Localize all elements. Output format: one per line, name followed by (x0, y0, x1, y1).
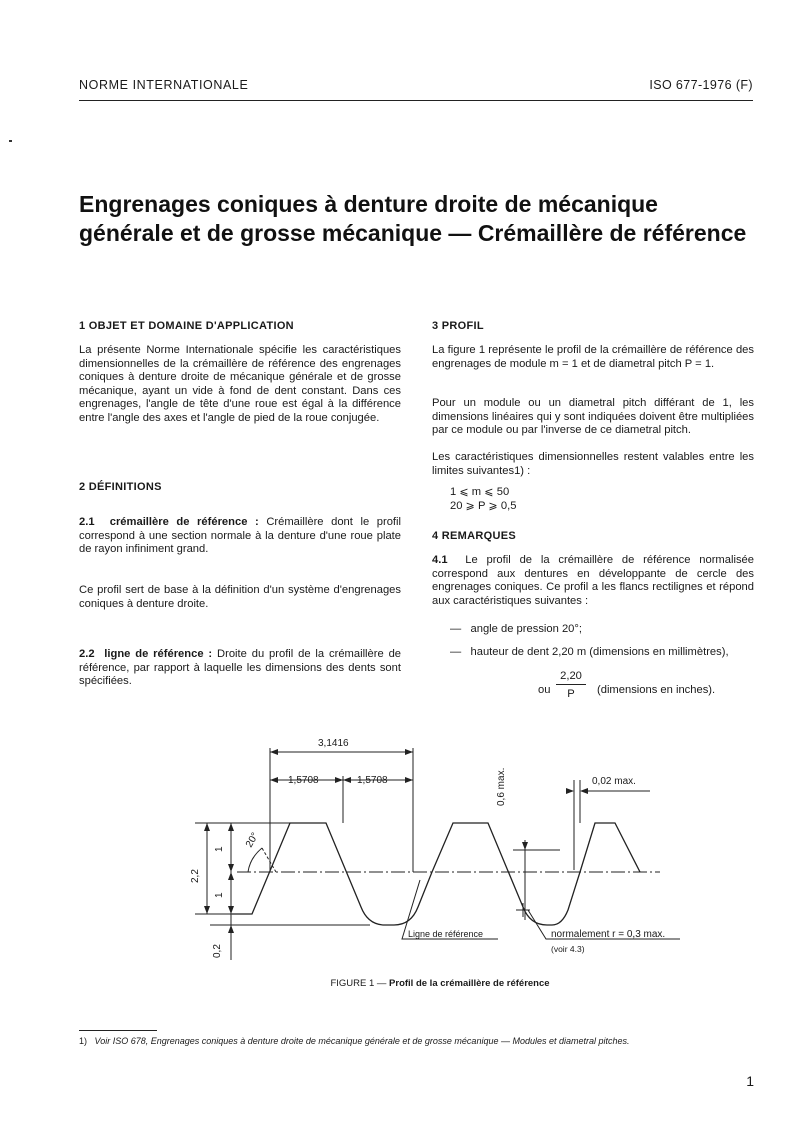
inches-note: (dimensions en inches). (597, 684, 716, 696)
arrow (228, 906, 234, 914)
arrow (270, 749, 278, 755)
footnote (79, 1036, 630, 1046)
label-voir: (voir 4.3) (551, 944, 585, 954)
definition-2-1-text: Crémaillère dont le profil correspond à une section normale à la denture d'une roue plate de rayon infiniment grand. (79, 516, 402, 555)
pressure-angle-arc (248, 848, 262, 872)
arrow (228, 864, 234, 872)
label-0-02-max: 0,02 max. (592, 776, 636, 787)
arrow (580, 788, 588, 794)
page-number: 1 (746, 1073, 754, 1089)
figure-caption-title: Profil de la crémaillère de référence (389, 978, 550, 989)
remark-item-1-text: angle de pression 20°; (470, 623, 582, 635)
limit-module: 1 ⩽ m ⩽ 50 (450, 486, 510, 498)
arrow (270, 777, 278, 783)
label-radius: normalement r = 0,3 max. (551, 929, 666, 940)
label-0-2: 0,2 (212, 944, 223, 958)
label-0-6-max: 0,6 max. (496, 767, 507, 806)
label-pitch: 3,1416 (318, 738, 349, 749)
definition-2-2-text: Droite du profil de la crémaillère de référence, par rapport à laquelle les dimensions des dents sont spécifiées. (79, 648, 402, 687)
definition-2-2-term: ligne de référence : (104, 648, 213, 660)
label-half-1: 1,5708 (288, 775, 319, 786)
title-line-1: Engrenages coniques à denture droite de mécanique (79, 191, 658, 217)
fraction-denominator: P (567, 688, 575, 700)
arrow (335, 777, 343, 783)
arrow (405, 749, 413, 755)
section-3-p1: La figure 1 représente le profil de la crémaillère de référence des engrenages de module m = 1 et de diametral pitch P = 1. (432, 344, 754, 370)
section-3-p2: Pour un module ou un diametral pitch différant de 1, les dimensions linéaires qui y sont indiquées doivent être multipliées par ce module ou par l'inverse de ce diametral pitch. (432, 397, 754, 436)
arrow (343, 777, 351, 783)
label-angle: 20° (244, 830, 262, 850)
remark-item-2-text: hauteur de dent 2,20 m (dimensions en millimètres), (470, 646, 729, 658)
arrow (566, 788, 574, 794)
arrow (204, 906, 210, 914)
section-2-heading: 2 DÉFINITIONS (79, 481, 162, 493)
label-2-2: 2,2 (190, 869, 201, 883)
arrow (228, 925, 234, 933)
label-half-2: 1,5708 (357, 775, 388, 786)
definition-2-1-number: 2.1 (79, 516, 95, 528)
limit-pitch: 20 ⩾ P ⩾ 0,5 (450, 500, 517, 512)
figure-caption (0, 978, 796, 989)
section-4-heading: 4 REMARQUES (432, 530, 516, 542)
arrow (228, 872, 234, 880)
remark-4-1-number: 4.1 (432, 554, 448, 566)
arrow (522, 842, 528, 850)
arrow (405, 777, 413, 783)
dash-1: — (450, 623, 462, 635)
header-right: ISO 677-1976 (F) (649, 78, 753, 92)
section-1-heading: 1 OBJET ET DOMAINE D'APPLICATION (79, 320, 294, 332)
footnote-rule (79, 1030, 157, 1031)
dash-2: — (450, 646, 462, 658)
remark-4-1-text: Le profil de la crémaillère de référence normalisée correspond aux dentures en développante de cercle des engrenages coniques. Ce profil a les flancs rectilignes et répond aux caractéristiques suivantes : (432, 554, 754, 607)
fraction-numerator: 2,20 (556, 670, 586, 685)
rack-profile (232, 823, 640, 925)
arrow (228, 823, 234, 831)
title-line-2: générale et de grosse mécanique — Crémaillère de référence (79, 220, 747, 246)
section-3-p3: Les caractéristiques dimensionnelles restent valables entre les limites suivantes1) : (432, 451, 754, 477)
label-ligne-reference: Ligne de référence (408, 929, 484, 939)
ou-label: ou (538, 684, 551, 696)
footnote-text: Voir ISO 678, Engrenages coniques à denture droite de mécanique générale et de grosse mécanique — Modules et diametral pitches. (94, 1036, 630, 1046)
label-1-top: 1 (214, 846, 225, 852)
header-left: NORME INTERNATIONALE (79, 78, 249, 92)
section-1-text: La présente Norme Internationale spécifie les caractéristiques dimensionnelles de la crémaillère de référence des engrenages coniques à denture droite de mécanique générale et de grosse mécanique, ayant un vide à fond de dent constant. Dans ces engrenages, l'angle de tête d'une roue est égal à la différence entre l'angle des axes et l'angle de pied de la roue conjugée. (79, 344, 401, 424)
footnote-number: 1) (79, 1036, 88, 1046)
label-1-bottom: 1 (214, 892, 225, 898)
definition-2-1-term: crémaillère de référence : (109, 516, 259, 528)
definition-2-2-number: 2.2 (79, 648, 95, 660)
figure-caption-prefix: FIGURE 1 — (330, 978, 390, 989)
section-3-heading: 3 PROFIL (432, 320, 484, 332)
arrow (204, 823, 210, 831)
section-2-paragraph: Ce profil sert de base à la définition d'un système d'engrenages coniques à denture droite. (79, 584, 401, 610)
